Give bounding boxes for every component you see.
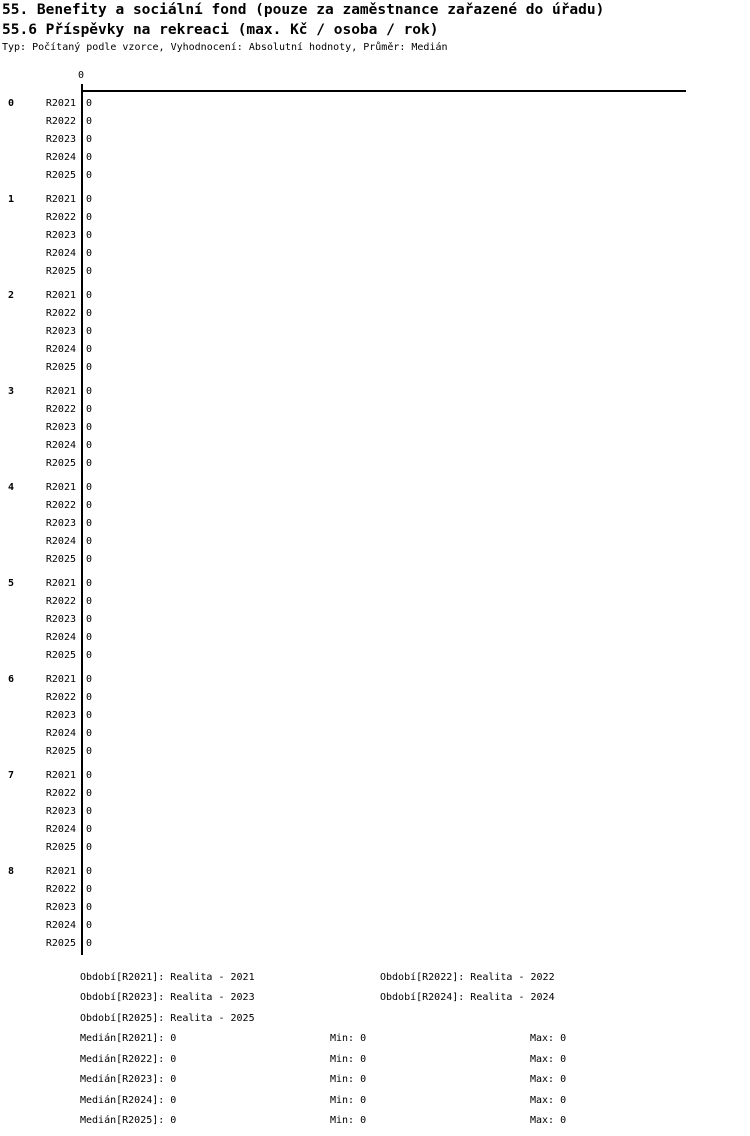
value-label: 0 bbox=[86, 806, 93, 817]
group-label: 0 bbox=[8, 98, 15, 109]
value-label: 0 bbox=[86, 536, 93, 547]
value-label: 0 bbox=[86, 248, 93, 259]
chart-row bbox=[0, 341, 750, 359]
value-label: 0 bbox=[86, 710, 93, 721]
series-label: R2022 bbox=[45, 404, 76, 415]
legend-period: Období[R2025]: Realita - 2025 bbox=[80, 1012, 255, 1024]
value-label: 0 bbox=[86, 422, 93, 433]
legend-min: Min: 0 bbox=[330, 1053, 367, 1065]
chart-row bbox=[0, 401, 750, 419]
series-label: R2024 bbox=[45, 152, 76, 163]
series-label: R2022 bbox=[45, 308, 76, 319]
legend-period: Období[R2022]: Realita - 2022 bbox=[380, 971, 555, 983]
chart-row bbox=[0, 839, 750, 857]
legend-median: Medián[R2021]: 0 bbox=[80, 1033, 177, 1044]
value-label: 0 bbox=[86, 902, 93, 913]
group-label: 2 bbox=[8, 290, 15, 301]
value-label: 0 bbox=[86, 632, 93, 643]
series-label: R2023 bbox=[45, 806, 76, 817]
value-label: 0 bbox=[86, 554, 93, 565]
value-label: 0 bbox=[86, 728, 93, 739]
series-label: R2023 bbox=[45, 230, 76, 241]
value-label: 0 bbox=[86, 212, 93, 223]
legend-median: Medián[R2024]: 0 bbox=[80, 1094, 177, 1106]
chart-row bbox=[0, 113, 750, 131]
series-label: R2023 bbox=[45, 422, 76, 433]
series-label: R2021 bbox=[45, 674, 76, 685]
series-label: R2025 bbox=[45, 458, 76, 469]
group-label: 5 bbox=[8, 578, 15, 589]
group-label: 7 bbox=[8, 770, 15, 781]
x-axis-line bbox=[81, 90, 686, 92]
group-label: 8 bbox=[8, 866, 15, 877]
value-label: 0 bbox=[86, 290, 93, 301]
chart-row bbox=[0, 437, 750, 455]
legend-max: Max: 0 bbox=[530, 1074, 567, 1085]
chart-row bbox=[0, 533, 750, 551]
value-label: 0 bbox=[86, 746, 93, 757]
chart-row bbox=[0, 707, 750, 725]
legend-period: Období[R2023]: Realita - 2023 bbox=[80, 992, 255, 1003]
series-label: R2024 bbox=[45, 440, 76, 451]
chart-row bbox=[0, 743, 750, 761]
series-label: R2024 bbox=[45, 632, 76, 643]
chart-row bbox=[0, 689, 750, 707]
chart-row bbox=[0, 497, 750, 515]
legend-max: Max: 0 bbox=[530, 1053, 567, 1065]
series-label: R2025 bbox=[45, 938, 76, 949]
value-label: 0 bbox=[86, 674, 93, 685]
legend-period: Období[R2024]: Realita - 2024 bbox=[380, 992, 555, 1003]
series-label: R2024 bbox=[45, 824, 76, 835]
value-label: 0 bbox=[86, 596, 93, 607]
legend-min: Min: 0 bbox=[330, 1074, 367, 1085]
series-label: R2023 bbox=[45, 518, 76, 529]
value-label: 0 bbox=[86, 650, 93, 661]
series-label: R2022 bbox=[45, 788, 76, 799]
value-label: 0 bbox=[86, 692, 93, 703]
series-label: R2023 bbox=[45, 614, 76, 625]
legend-min: Min: 0 bbox=[330, 1115, 367, 1126]
chart-row bbox=[0, 647, 750, 665]
chart-row bbox=[0, 881, 750, 899]
legend-min: Min: 0 bbox=[330, 1094, 367, 1106]
chart-row bbox=[0, 821, 750, 839]
series-label: R2021 bbox=[45, 770, 76, 781]
chart-row bbox=[0, 323, 750, 341]
chart-row bbox=[0, 419, 750, 437]
series-label: R2025 bbox=[45, 170, 76, 181]
chart-row bbox=[0, 287, 750, 305]
value-label: 0 bbox=[86, 920, 93, 931]
series-label: R2021 bbox=[45, 98, 76, 109]
value-label: 0 bbox=[86, 884, 93, 895]
chart-row bbox=[0, 455, 750, 473]
chart-row bbox=[0, 803, 750, 821]
series-label: R2025 bbox=[45, 362, 76, 373]
value-label: 0 bbox=[86, 230, 93, 241]
value-label: 0 bbox=[86, 440, 93, 451]
chart-row bbox=[0, 167, 750, 185]
legend-max: Max: 0 bbox=[530, 1033, 567, 1044]
chart-row bbox=[0, 611, 750, 629]
value-label: 0 bbox=[86, 386, 93, 397]
series-label: R2022 bbox=[45, 212, 76, 223]
value-label: 0 bbox=[86, 866, 93, 877]
series-label: R2025 bbox=[45, 266, 76, 277]
chart-row bbox=[0, 917, 750, 935]
series-label: R2024 bbox=[45, 344, 76, 355]
value-label: 0 bbox=[86, 266, 93, 277]
value-label: 0 bbox=[86, 614, 93, 625]
legend-median: Medián[R2025]: 0 bbox=[80, 1115, 177, 1126]
value-label: 0 bbox=[86, 344, 93, 355]
indicator-title: 55.6 Příspěvky na rekreaci (max. Kč / osoba / rok) bbox=[2, 22, 439, 38]
legend-max: Max: 0 bbox=[530, 1115, 567, 1126]
series-label: R2025 bbox=[45, 842, 76, 853]
chart-row bbox=[0, 671, 750, 689]
chart-row bbox=[0, 725, 750, 743]
series-label: R2022 bbox=[45, 596, 76, 607]
series-label: R2021 bbox=[45, 194, 76, 205]
series-label: R2021 bbox=[45, 482, 76, 493]
value-label: 0 bbox=[86, 788, 93, 799]
series-label: R2024 bbox=[45, 536, 76, 547]
chart-row bbox=[0, 95, 750, 113]
series-label: R2023 bbox=[45, 326, 76, 337]
report-section-title: 55. Benefity a sociální fond (pouze za zaměstnance zařazené do úřadu) bbox=[2, 2, 605, 18]
chart-row bbox=[0, 785, 750, 803]
value-label: 0 bbox=[86, 482, 93, 493]
series-label: R2023 bbox=[45, 902, 76, 913]
series-label: R2024 bbox=[45, 920, 76, 931]
series-label: R2021 bbox=[45, 290, 76, 301]
value-label: 0 bbox=[86, 134, 93, 145]
series-label: R2022 bbox=[45, 884, 76, 895]
chart-row bbox=[0, 479, 750, 497]
chart-row bbox=[0, 305, 750, 323]
legend-min: Min: 0 bbox=[330, 1033, 367, 1044]
value-label: 0 bbox=[86, 404, 93, 415]
group-label: 4 bbox=[8, 482, 15, 493]
value-label: 0 bbox=[86, 362, 93, 373]
series-label: R2023 bbox=[45, 134, 76, 145]
series-label: R2021 bbox=[45, 578, 76, 589]
chart-row bbox=[0, 551, 750, 569]
value-label: 0 bbox=[86, 458, 93, 469]
value-label: 0 bbox=[86, 938, 93, 949]
chart-row bbox=[0, 863, 750, 881]
chart-row bbox=[0, 245, 750, 263]
chart-row bbox=[0, 515, 750, 533]
series-label: R2025 bbox=[45, 746, 76, 757]
chart-row bbox=[0, 209, 750, 227]
value-label: 0 bbox=[86, 824, 93, 835]
legend-median: Medián[R2022]: 0 bbox=[80, 1053, 177, 1065]
series-label: R2022 bbox=[45, 500, 76, 511]
legend-median: Medián[R2023]: 0 bbox=[80, 1074, 177, 1085]
series-label: R2022 bbox=[45, 116, 76, 127]
value-label: 0 bbox=[86, 326, 93, 337]
chart-row bbox=[0, 767, 750, 785]
group-label: 3 bbox=[8, 386, 15, 397]
series-label: R2023 bbox=[45, 710, 76, 721]
chart-meta-line: Typ: Počítaný podle vzorce, Vyhodnocení: Absolutní hodnoty, Průměr: Medián bbox=[2, 42, 448, 53]
chart-row bbox=[0, 383, 750, 401]
chart-row bbox=[0, 131, 750, 149]
value-label: 0 bbox=[86, 842, 93, 853]
series-label: R2025 bbox=[45, 650, 76, 661]
chart-row bbox=[0, 935, 750, 953]
series-label: R2024 bbox=[45, 248, 76, 259]
value-label: 0 bbox=[86, 518, 93, 529]
legend-period: Období[R2021]: Realita - 2021 bbox=[80, 971, 255, 983]
chart-row bbox=[0, 191, 750, 209]
series-label: R2025 bbox=[45, 554, 76, 565]
value-label: 0 bbox=[86, 116, 93, 127]
chart-row bbox=[0, 263, 750, 281]
series-label: R2024 bbox=[45, 728, 76, 739]
value-label: 0 bbox=[86, 500, 93, 511]
value-label: 0 bbox=[86, 770, 93, 781]
value-label: 0 bbox=[86, 98, 93, 109]
chart-row bbox=[0, 593, 750, 611]
value-label: 0 bbox=[86, 308, 93, 319]
chart-row bbox=[0, 899, 750, 917]
series-label: R2021 bbox=[45, 866, 76, 877]
group-label: 6 bbox=[8, 674, 15, 685]
chart-row bbox=[0, 227, 750, 245]
chart-row bbox=[0, 149, 750, 167]
series-label: R2022 bbox=[45, 692, 76, 703]
value-label: 0 bbox=[86, 152, 93, 163]
value-label: 0 bbox=[86, 578, 93, 589]
chart-row bbox=[0, 629, 750, 647]
value-label: 0 bbox=[86, 170, 93, 181]
group-label: 1 bbox=[8, 194, 15, 205]
chart-row bbox=[0, 575, 750, 593]
series-label: R2021 bbox=[45, 386, 76, 397]
chart-row bbox=[0, 359, 750, 377]
x-axis-tick-label: 0 bbox=[77, 70, 85, 81]
legend-max: Max: 0 bbox=[530, 1094, 567, 1106]
value-label: 0 bbox=[86, 194, 93, 205]
